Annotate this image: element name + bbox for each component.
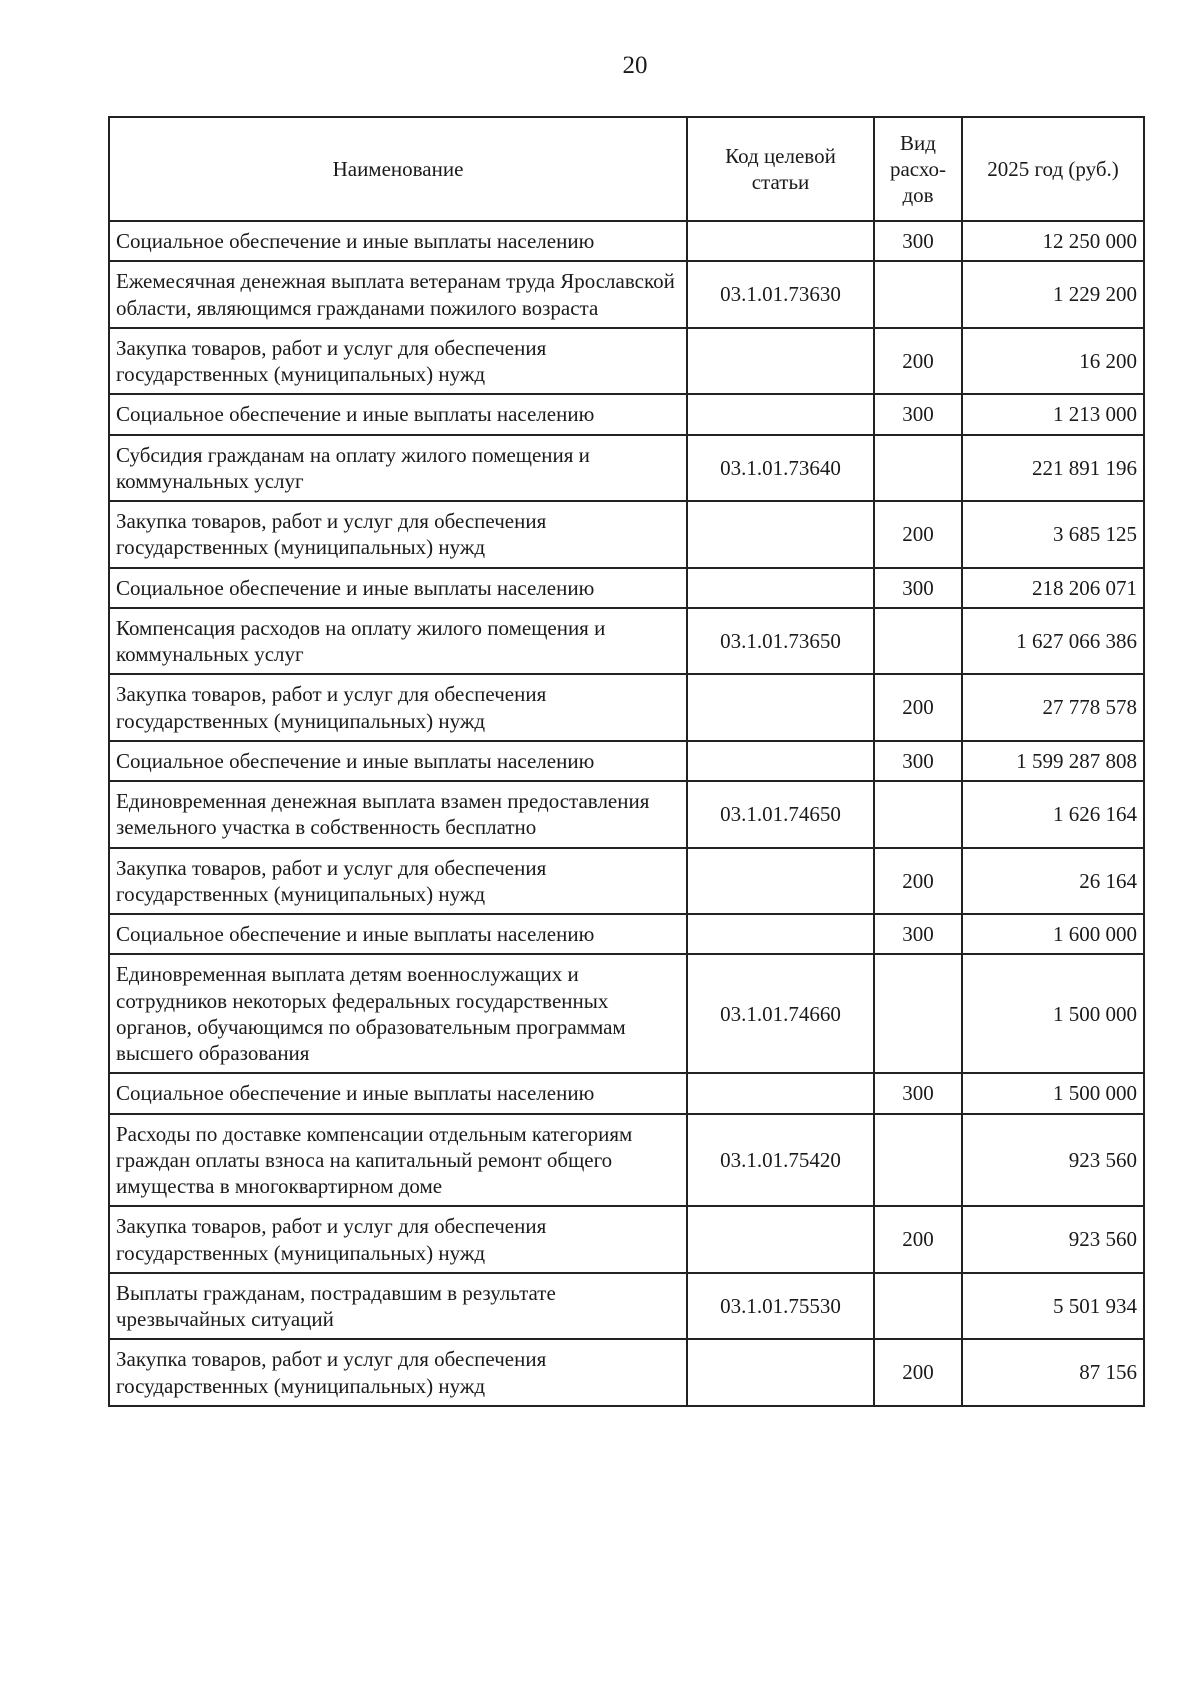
cell-kind: 300	[874, 221, 962, 261]
cell-amount: 1 627 066 386	[962, 608, 1144, 675]
cell-name: Закупка товаров, работ и услуг для обеспечения государственных (муниципальных) нужд	[109, 674, 687, 741]
table-row	[109, 501, 1144, 568]
cell-amount: 1 229 200	[962, 261, 1144, 328]
table-row	[109, 781, 1144, 848]
cell-code	[687, 741, 874, 781]
cell-code	[687, 674, 874, 741]
table-row	[109, 914, 1144, 954]
cell-amount: 12 250 000	[962, 221, 1144, 261]
cell-amount: 1 600 000	[962, 914, 1144, 954]
cell-code: 03.1.01.75420	[687, 1114, 874, 1207]
cell-kind: 300	[874, 914, 962, 954]
table-row	[109, 328, 1144, 395]
table-header-row	[109, 117, 1144, 221]
cell-amount: 3 685 125	[962, 501, 1144, 568]
cell-kind: 200	[874, 1206, 962, 1273]
cell-kind	[874, 608, 962, 675]
cell-name: Социальное обеспечение и иные выплаты населению	[109, 568, 687, 608]
cell-kind: 300	[874, 394, 962, 434]
cell-name: Ежемесячная денежная выплата ветеранам труда Ярославской области, являющимся гражданами пожилого возраста	[109, 261, 687, 328]
cell-name: Социальное обеспечение и иные выплаты населению	[109, 221, 687, 261]
header-amount: 2025 год (руб.)	[962, 117, 1144, 221]
table-row	[109, 394, 1144, 434]
cell-amount: 16 200	[962, 328, 1144, 395]
cell-kind: 200	[874, 848, 962, 915]
cell-kind	[874, 1273, 962, 1340]
cell-kind	[874, 954, 962, 1073]
cell-code: 03.1.01.74650	[687, 781, 874, 848]
cell-code	[687, 328, 874, 395]
cell-name: Расходы по доставке компенсации отдельным категориям граждан оплаты взноса на капитальный ремонт общего имущества в многоквартирном доме	[109, 1114, 687, 1207]
cell-code	[687, 1206, 874, 1273]
cell-code	[687, 221, 874, 261]
table-row	[109, 568, 1144, 608]
cell-amount: 1 500 000	[962, 1073, 1144, 1113]
cell-amount: 27 778 578	[962, 674, 1144, 741]
cell-name: Закупка товаров, работ и услуг для обеспечения государственных (муниципальных) нужд	[109, 501, 687, 568]
cell-amount: 1 599 287 808	[962, 741, 1144, 781]
cell-code: 03.1.01.74660	[687, 954, 874, 1073]
header-name: Наименование	[109, 117, 687, 221]
header-kind: Вид расхо-дов	[874, 117, 962, 221]
cell-kind	[874, 261, 962, 328]
budget-table	[108, 116, 1145, 1407]
cell-name: Закупка товаров, работ и услуг для обеспечения государственных (муниципальных) нужд	[109, 848, 687, 915]
cell-amount: 923 560	[962, 1114, 1144, 1207]
table-row	[109, 674, 1144, 741]
table-row	[109, 741, 1144, 781]
page-number: 20	[622, 52, 648, 79]
table-row	[109, 221, 1144, 261]
cell-code: 03.1.01.75530	[687, 1273, 874, 1340]
cell-code: 03.1.01.73650	[687, 608, 874, 675]
table-row	[109, 1206, 1144, 1273]
table-row	[109, 1273, 1144, 1340]
cell-code	[687, 568, 874, 608]
cell-code: 03.1.01.73640	[687, 435, 874, 502]
table-row	[109, 848, 1144, 915]
cell-amount: 923 560	[962, 1206, 1144, 1273]
cell-name: Закупка товаров, работ и услуг для обеспечения государственных (муниципальных) нужд	[109, 328, 687, 395]
table-row	[109, 608, 1144, 675]
cell-code	[687, 914, 874, 954]
cell-code	[687, 1339, 874, 1406]
cell-name: Социальное обеспечение и иные выплаты населению	[109, 394, 687, 434]
cell-amount: 1 626 164	[962, 781, 1144, 848]
cell-name: Закупка товаров, работ и услуг для обеспечения государственных (муниципальных) нужд	[109, 1339, 687, 1406]
table-row	[109, 435, 1144, 502]
cell-name: Единовременная выплата детям военнослужащих и сотрудников некоторых федеральных государственных органов, обучающимся по образовательным программам высшего образования	[109, 954, 687, 1073]
cell-code	[687, 1073, 874, 1113]
cell-kind: 200	[874, 1339, 962, 1406]
cell-kind: 300	[874, 741, 962, 781]
cell-amount: 221 891 196	[962, 435, 1144, 502]
cell-code	[687, 501, 874, 568]
cell-kind	[874, 1114, 962, 1207]
cell-amount: 26 164	[962, 848, 1144, 915]
cell-name: Выплаты гражданам, пострадавшим в результате чрезвычайных ситуаций	[109, 1273, 687, 1340]
cell-name: Социальное обеспечение и иные выплаты населению	[109, 1073, 687, 1113]
cell-code	[687, 848, 874, 915]
cell-amount: 1 213 000	[962, 394, 1144, 434]
cell-name: Социальное обеспечение и иные выплаты населению	[109, 741, 687, 781]
cell-amount: 5 501 934	[962, 1273, 1144, 1340]
cell-name: Компенсация расходов на оплату жилого помещения и коммунальных услуг	[109, 608, 687, 675]
cell-amount: 87 156	[962, 1339, 1144, 1406]
cell-kind: 300	[874, 568, 962, 608]
cell-name: Закупка товаров, работ и услуг для обеспечения государственных (муниципальных) нужд	[109, 1206, 687, 1273]
table-row	[109, 261, 1144, 328]
table-row	[109, 954, 1144, 1073]
cell-kind: 200	[874, 501, 962, 568]
header-code: Код целевой статьи	[687, 117, 874, 221]
cell-code: 03.1.01.73630	[687, 261, 874, 328]
cell-code	[687, 394, 874, 434]
cell-kind	[874, 435, 962, 502]
cell-name: Субсидия гражданам на оплату жилого помещения и коммунальных услуг	[109, 435, 687, 502]
cell-name: Единовременная денежная выплата взамен предоставления земельного участка в собственность бесплатно	[109, 781, 687, 848]
cell-amount: 218 206 071	[962, 568, 1144, 608]
table-row	[109, 1339, 1144, 1406]
cell-kind	[874, 781, 962, 848]
cell-kind: 200	[874, 328, 962, 395]
cell-kind: 300	[874, 1073, 962, 1113]
table-row	[109, 1114, 1144, 1207]
cell-name: Социальное обеспечение и иные выплаты населению	[109, 914, 687, 954]
table-row	[109, 1073, 1144, 1113]
cell-kind: 200	[874, 674, 962, 741]
cell-amount: 1 500 000	[962, 954, 1144, 1073]
